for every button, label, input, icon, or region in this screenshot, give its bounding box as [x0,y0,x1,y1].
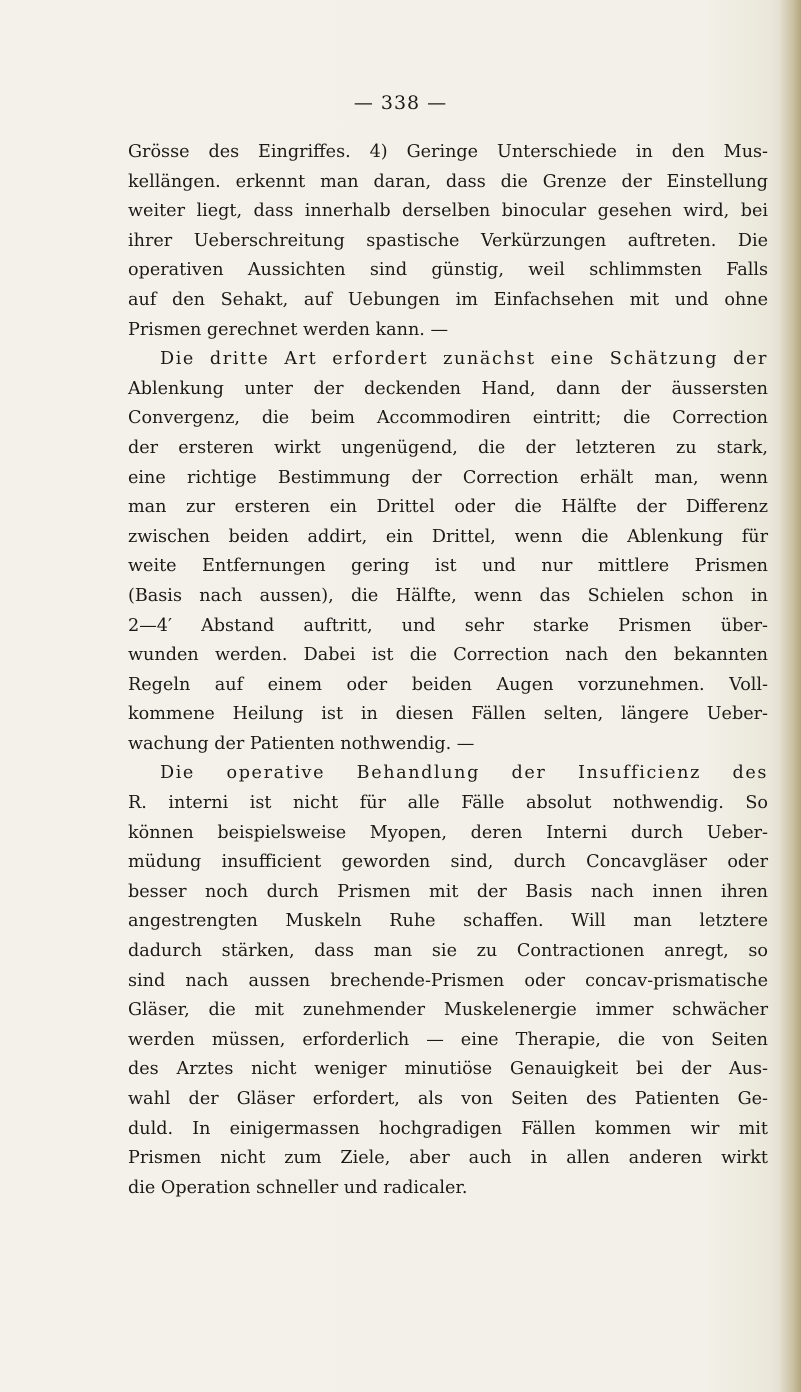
text-line: dadurch stärken, dass man sie zu Contractionen anregt, so [128,941,768,962]
text-line: Die operative Behandlung der Insufficienz des [160,763,768,784]
text-line: eine richtige Bestimmung der Correction erhält man, wenn [128,467,768,488]
text-line: Convergenz, die beim Accommodiren eintritt; die Correction [128,408,768,429]
text-line: Prismen gerechnet werden kann. — [128,319,449,340]
text-line: ihrer Ueberschreitung spastische Verkürzungen auftreten. Die [128,230,768,251]
body-text [128,138,768,1203]
text-line: des Arztes nicht weniger minutiöse Genauigkeit bei der Aus- [128,1059,768,1080]
text-line: auf den Sehakt, auf Uebungen im Einfachsehen mit und ohne [128,289,768,310]
text-line: Regeln auf einem oder beiden Augen vorzunehmen. Voll- [128,674,768,695]
text-line: zwischen beiden addirt, ein Drittel, wenn die Ablenkung für [128,526,768,547]
text-line: duld. In einigermassen hochgradigen Fällen kommen wir mit [128,1118,768,1139]
text-line: 2—4′ Abstand auftritt, und sehr starke Prismen über- [128,615,768,636]
text-line: können beispielsweise Myopen, deren Interni durch Ueber- [128,822,768,843]
text-line: die Operation schneller und radicaler. [128,1177,468,1198]
text-line: besser noch durch Prismen mit der Basis nach innen ihren [128,881,768,902]
text-line: Gläser, die mit zunehmender Muskelenergie immer schwächer [128,1000,768,1021]
text-line: wahl der Gläser erfordert, als von Seiten des Patienten Ge- [128,1089,768,1109]
text-line: Die dritte Art erfordert zunächst eine Schätzung der [160,349,768,370]
text-line: werden müssen, erforderlich — eine Therapie, die von Seiten [128,1029,768,1050]
text-line: man zur ersteren ein Drittel oder die Hälfte der Differenz [128,497,768,518]
text-line: operativen Aussichten sind günstig, weil schlimmsten Falls [128,260,768,281]
text-line: sind nach aussen brechende-Prismen oder concav-prismatische [128,970,768,991]
text-line: Prismen nicht zum Ziele, aber auch in allen anderen wirkt [128,1148,768,1169]
text-line: R. interni ist nicht für alle Fälle absolut nothwendig. So [128,793,768,814]
text-line: weite Entfernungen gering ist und nur mittlere Prismen [128,556,768,577]
text-line: kommene Heilung ist in diesen Fällen selten, längere Ueber- [128,704,768,725]
page-edge-shadow [779,0,801,1392]
text-line: kellängen. erkennt man daran, dass die Grenze der Einstellung [128,171,768,192]
text-line: angestrengten Muskeln Ruhe schaffen. Will man letztere [128,911,768,932]
page-number: — 338 — [353,92,448,114]
text-line: (Basis nach aussen), die Hälfte, wenn das Schielen schon in [128,585,768,606]
text-line: Grösse des Eingriffes. 4) Geringe Unterschiede in den Mus- [128,142,768,162]
text-line: wachung der Patienten nothwendig. — [128,733,475,754]
text-line: Ablenkung unter der deckenden Hand, dann der äussersten [128,378,768,399]
text-line: wunden werden. Dabei ist die Correction nach den bekannten [128,645,768,666]
text-line: weiter liegt, dass innerhalb derselben binocular gesehen wird, bei [128,201,768,222]
text-line: der ersteren wirkt ungenügend, die der letzteren zu stark, [128,437,768,458]
text-line: müdung insufficient geworden sind, durch Concavgläser oder [128,852,768,873]
